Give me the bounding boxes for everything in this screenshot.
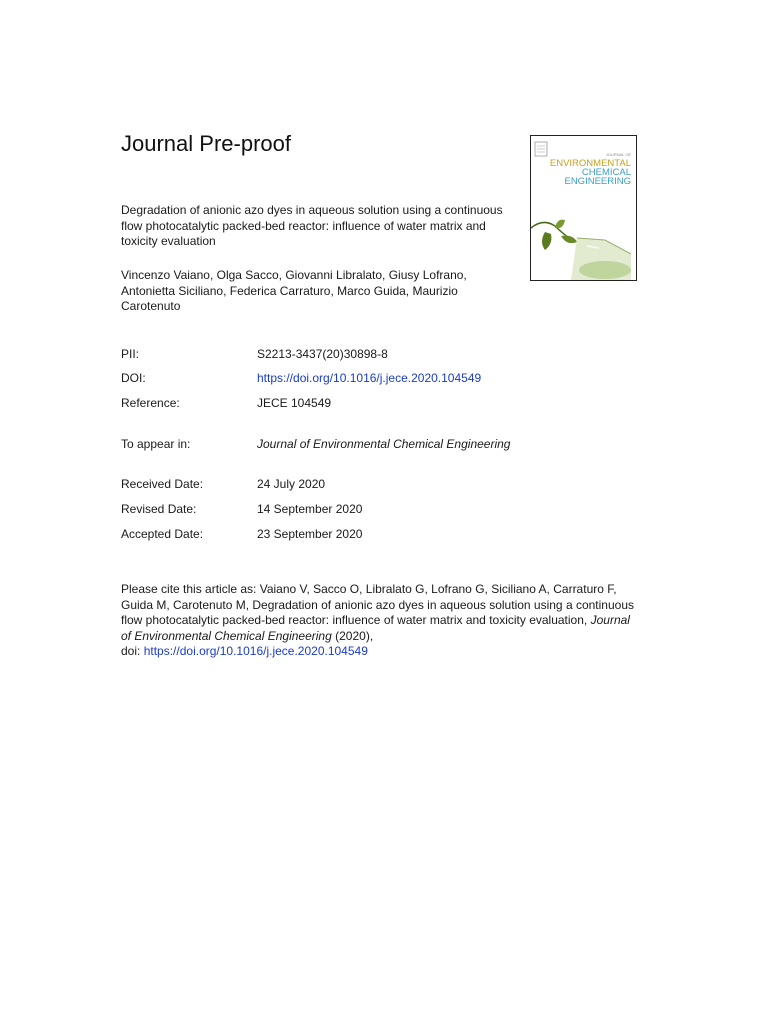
citation-text: Please cite this article as: Vaiano V, Sacco O, Libralato G, Lofrano G, Siciliano A, Carraturo F, Guida M, Carotenuto M, Degradation of anionic azo dyes in aqueous solution using a continuous flow photocatalytic packed-bed reactor: influence of water matrix and toxicity evaluation, (121, 582, 634, 627)
author-list: Vincenzo Vaiano, Olga Sacco, Giovanni Libralato, Giusy Lofrano, Antonietta Siciliano, Federica Carraturo, Marco Guida, Maurizio Carotenuto (121, 268, 467, 313)
received-date-value: 24 July 2020 (257, 477, 326, 491)
appear-in-row (121, 437, 641, 452)
doi-row (121, 371, 641, 386)
appear-in-label: To appear in: (121, 437, 191, 451)
received-date-label: Received Date: (121, 477, 204, 491)
citation-journal: Journal of Environmental Chemical Engineering (121, 613, 630, 643)
flask-illustration-icon (571, 238, 631, 280)
revised-date-label: Revised Date: (121, 502, 197, 516)
reference-value: JECE 104549 (257, 396, 332, 410)
cover-line-3: CHEMICAL (581, 167, 631, 178)
doi-link[interactable]: https://doi.org/10.1016/j.jece.2020.104549 (257, 371, 482, 385)
received-date-row (121, 477, 641, 492)
cover-line-1: JOURNAL OF (605, 152, 631, 157)
citation-paragraph (121, 582, 641, 660)
citation-doi-link[interactable]: https://doi.org/10.1016/j.jece.2020.104549 (143, 644, 368, 658)
revised-date-row (121, 502, 641, 517)
journal-cover-image (530, 135, 637, 281)
cover-line-2: ENVIRONMENTAL (549, 158, 631, 169)
revised-date-value: 14 September 2020 (257, 502, 363, 516)
reference-label: Reference: (121, 396, 180, 410)
accepted-date-label: Accepted Date: (121, 527, 204, 541)
citation-year: (2020), (335, 628, 374, 643)
cover-line-4: ENGINEERING (564, 176, 631, 187)
reference-row (121, 396, 641, 411)
pii-label: PII: (121, 347, 140, 361)
journal-cover-art (531, 136, 636, 280)
pii-value: S2213-3437(20)30898-8 (257, 347, 388, 361)
doi-label: DOI: (121, 371, 146, 385)
pii-row (121, 347, 641, 362)
citation-doi-prefix: doi: (121, 644, 141, 658)
article-title: Degradation of anionic azo dyes in aqueous solution using a continuous flow photocatalytic packed-bed reactor: influence of water matrix and toxicity evaluation (121, 203, 503, 248)
accepted-date-row (121, 527, 641, 542)
page-title: Journal Pre-proof (121, 131, 291, 156)
leaf-illustration-icon (531, 220, 577, 250)
accepted-date-value: 23 September 2020 (257, 527, 363, 541)
appear-in-journal: Journal of Environmental Chemical Engineering (257, 437, 511, 451)
